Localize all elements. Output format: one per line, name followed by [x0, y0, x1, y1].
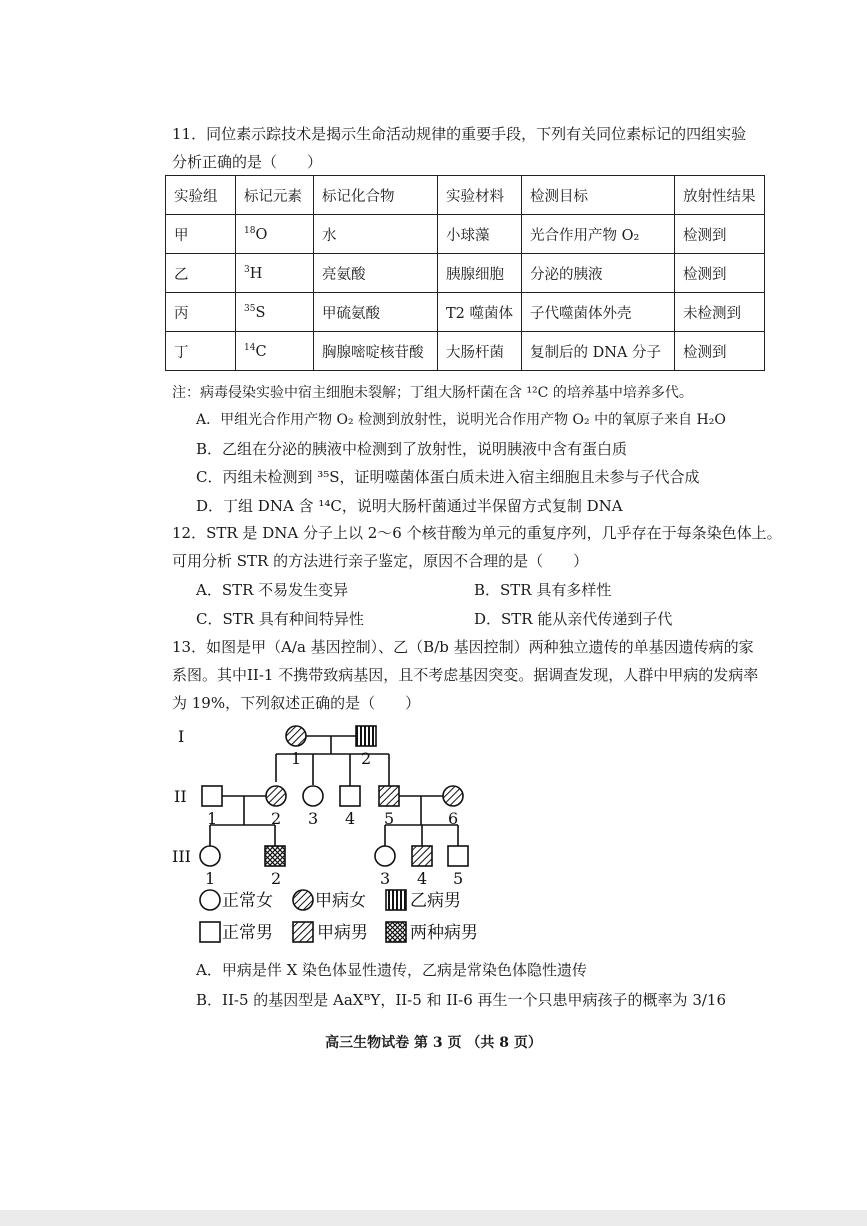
gen3-num: 3 [380, 869, 391, 888]
table-row [166, 293, 765, 332]
cell-element: $^3$H [236, 254, 314, 293]
cell-target: 复制后的 DNA 分子 [522, 332, 675, 371]
gen1-num: 1 [291, 749, 302, 768]
cell-compound: 甲硫氨酸 [314, 293, 438, 332]
gen2-2-jia-female [266, 786, 286, 806]
gen-label-2: II [174, 787, 187, 806]
q11-option-c: C．丙组未检测到 ³⁵S，证明噬菌体蛋白质未进入宿主细胞且未参与子代合成 [196, 468, 700, 486]
q11-stem-line2: 分析正确的是（ ） [172, 153, 323, 171]
table-row [166, 332, 765, 371]
gen3-1-normal-female [200, 846, 220, 866]
gen-label-1: I [178, 727, 185, 746]
q13-stem-line2: 系图。其中II-1 不携带致病基因，且不考虑基因突变。据调查发现，人群中甲病的发病率 [172, 666, 759, 684]
legend-jia-male-icon [293, 922, 313, 942]
legend-yi-male: 乙病男 [410, 891, 461, 911]
cell-target: 子代噬菌体外壳 [522, 293, 675, 332]
header-cell: 标记元素 [236, 176, 314, 215]
cell-group: 甲 [166, 215, 236, 254]
q13-option-a: A．甲病是伴 X 染色体显性遗传，乙病是常染色体隐性遗传 [196, 961, 588, 979]
cell-material: 大肠杆菌 [438, 332, 522, 371]
q11-stem-line1: 11．同位素示踪技术是揭示生命活动规律的重要手段，下列有关同位素标记的四组实验 [172, 125, 747, 143]
q12-option-d: D．STR 能从亲代传递到子代 [474, 610, 673, 628]
cell-compound: 亮氨酸 [314, 254, 438, 293]
gen1-num: 2 [361, 749, 372, 768]
header-cell: 检测目标 [522, 176, 675, 215]
gen2-num: 2 [271, 809, 282, 828]
gen2-5-jia-male [379, 786, 399, 806]
cell-target: 光合作用产物 O₂ [522, 215, 675, 254]
q11-note: 注：病毒侵染实验中宿主细胞未裂解；丁组大肠杆菌在含 ¹²C 的培养基中培养多代。 [172, 385, 693, 401]
q12-stem-line2: 可用分析 STR 的方法进行亲子鉴定，原因不合理的是（ ） [172, 552, 589, 570]
cell-element: $^{14}$C [236, 332, 314, 371]
gen1-1-jia-female [286, 726, 306, 746]
q13-stem-line1: 13．如图是甲（A/a 基因控制）、乙（B/b 基因控制）两种独立遗传的单基因遗传病的家 [172, 638, 754, 656]
gen3-5-normal-male [448, 846, 468, 866]
page-bottom-edge [0, 1210, 867, 1226]
cell-compound: 水 [314, 215, 438, 254]
cell-target: 分泌的胰液 [522, 254, 675, 293]
gen2-num: 6 [448, 809, 459, 828]
legend-normal-male-icon [200, 922, 220, 942]
q12-option-b: B．STR 具有多样性 [474, 581, 612, 599]
gen2-6-jia-female [443, 786, 463, 806]
cell-material: 小球藻 [438, 215, 522, 254]
cell-group: 乙 [166, 254, 236, 293]
gen3-2-both-male [265, 846, 285, 866]
q11-option-d: D．丁组 DNA 含 ¹⁴C，说明大肠杆菌通过半保留方式复制 DNA [196, 497, 623, 515]
legend-normal-female-icon [200, 890, 220, 910]
q13-stem-line3: 为 19%，下列叙述正确的是（ ） [172, 694, 421, 712]
gen2-4-normal-male [340, 786, 360, 806]
header-cell: 实验组 [166, 176, 236, 215]
gen2-num: 3 [308, 809, 319, 828]
pedigree-diagram [160, 720, 500, 952]
cell-result: 未检测到 [675, 293, 765, 332]
cell-element: $^{18}$O [236, 215, 314, 254]
gen3-4-jia-male [412, 846, 432, 866]
header-cell: 实验材料 [438, 176, 522, 215]
gen2-num: 4 [345, 809, 356, 828]
legend-jia-female: 甲病女 [315, 891, 366, 911]
q12-option-a: A．STR 不易发生变异 [196, 581, 349, 599]
header-cell: 放射性结果 [675, 176, 765, 215]
cell-material: T2 噬菌体 [438, 293, 522, 332]
experiment-table [165, 175, 765, 371]
legend-both-male-icon [386, 922, 406, 942]
gen-label-3: III [172, 847, 191, 866]
legend-both-male: 两种病男 [410, 923, 478, 943]
gen3-num: 5 [453, 869, 464, 888]
legend-normal-female: 正常女 [222, 891, 273, 911]
gen3-num: 4 [417, 869, 428, 888]
cell-compound: 胸腺嘧啶核苷酸 [314, 332, 438, 371]
cell-material: 胰腺细胞 [438, 254, 522, 293]
header-cell: 标记化合物 [314, 176, 438, 215]
cell-result: 检测到 [675, 215, 765, 254]
cell-element: $^{35}$S [236, 293, 314, 332]
gen2-3-normal-female [303, 786, 323, 806]
gen3-3-normal-female [375, 846, 395, 866]
legend-jia-male: 甲病男 [317, 923, 368, 943]
cell-result: 检测到 [675, 332, 765, 371]
gen3-num: 2 [271, 869, 282, 888]
gen2-num: 5 [384, 809, 395, 828]
gen1-2-yi-male [356, 726, 376, 746]
q12-option-c: C．STR 具有种间特异性 [196, 610, 364, 628]
q11-option-b: B．乙组在分泌的胰液中检测到了放射性，说明胰液中含有蛋白质 [196, 440, 628, 458]
cell-group: 丁 [166, 332, 236, 371]
table-header-row [166, 176, 765, 215]
cell-result: 检测到 [675, 254, 765, 293]
cell-group: 丙 [166, 293, 236, 332]
table-row [166, 215, 765, 254]
legend-jia-female-icon [293, 890, 313, 910]
page-footer: 高三生物试卷 第 3 页 （共 8 页） [325, 1035, 542, 1051]
q12-stem-line1: 12．STR 是 DNA 分子上以 2～6 个核苷酸为单元的重复序列，几乎存在于每条染色体上。 [172, 524, 782, 542]
legend-normal-male: 正常男 [222, 923, 273, 943]
table-row [166, 254, 765, 293]
legend-yi-male-icon [386, 890, 406, 910]
gen2-num: 1 [207, 809, 218, 828]
gen3-num: 1 [205, 869, 216, 888]
q13-option-b: B．II-5 的基因型是 AaXᴮY，II-5 和 II-6 再生一个只患甲病孩子的概率为 3/16 [196, 991, 727, 1009]
gen2-1-normal-male [202, 786, 222, 806]
q11-option-a: A．甲组光合作用产物 O₂ 检测到放射性，说明光合作用产物 O₂ 中的氧原子来自 H₂O [196, 412, 726, 428]
